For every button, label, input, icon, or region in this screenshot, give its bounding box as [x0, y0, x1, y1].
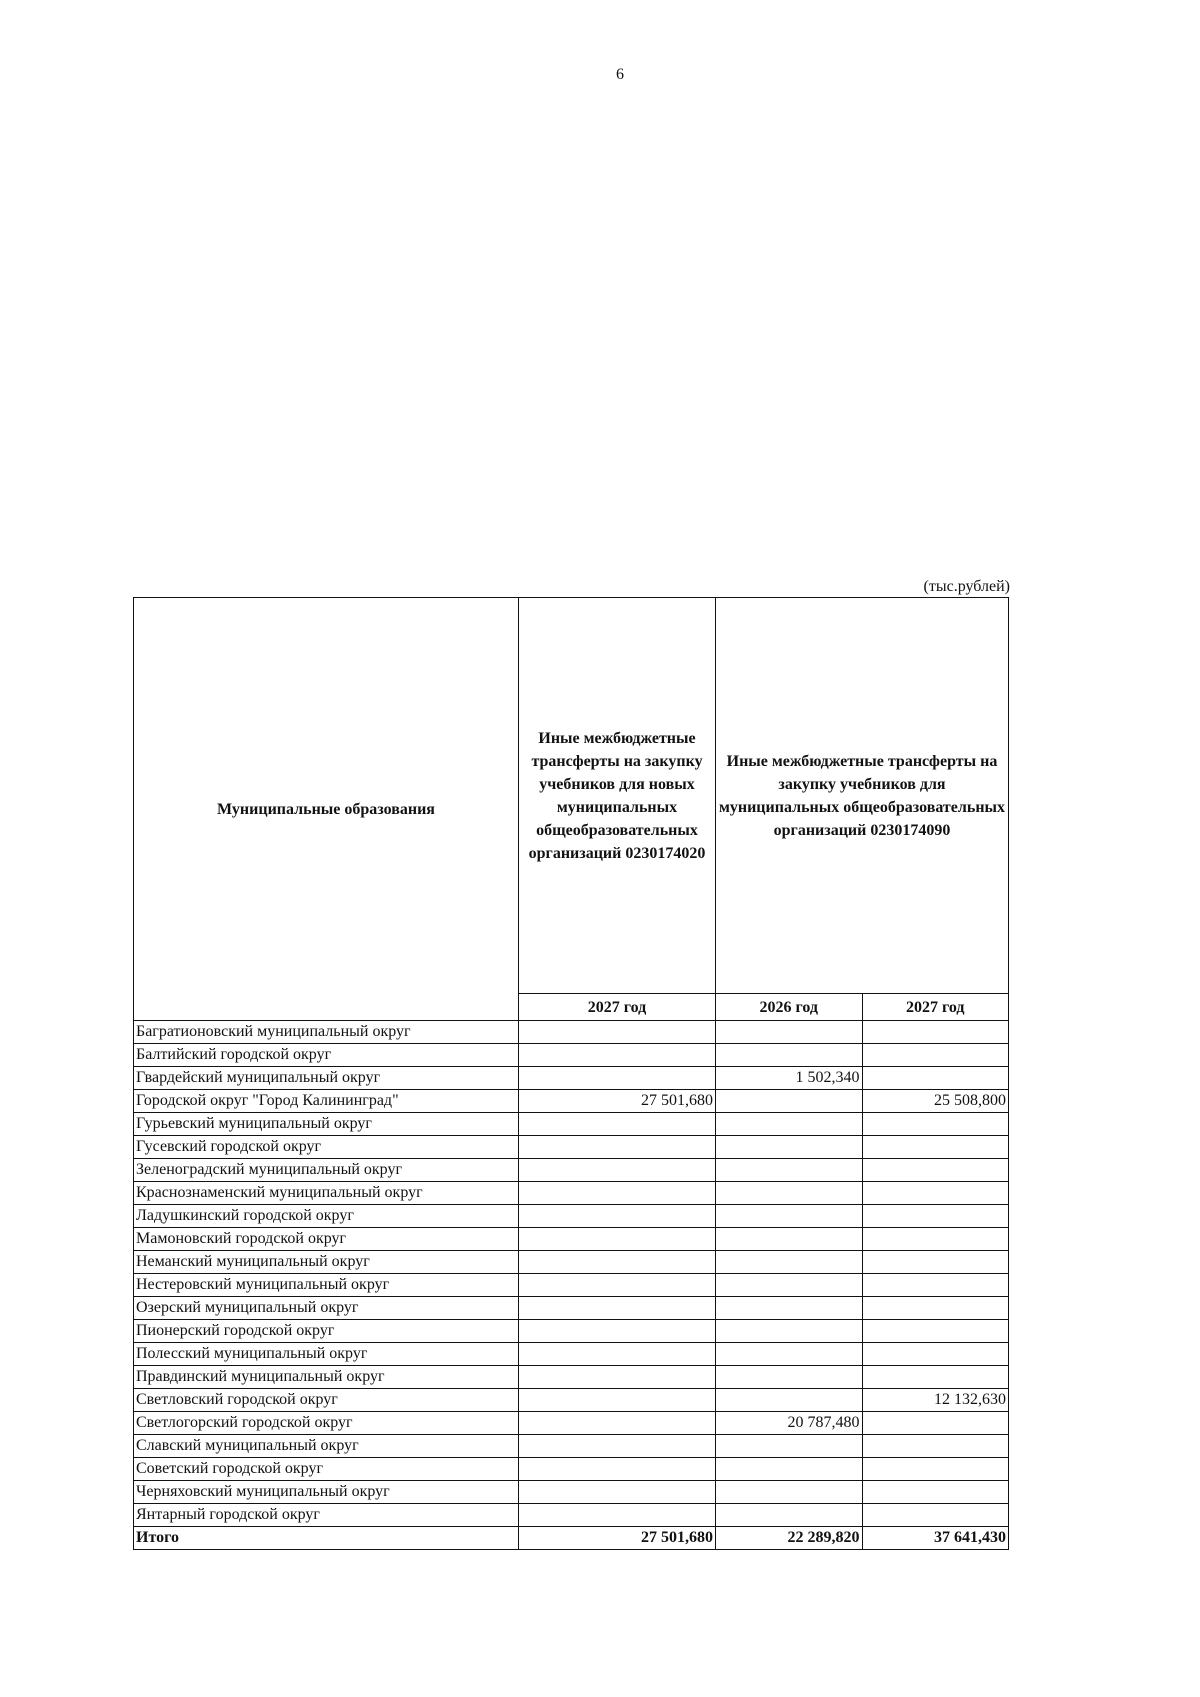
value-2027 — [862, 1412, 1009, 1435]
table-row — [134, 1481, 1009, 1504]
municipality-name: Неманский муниципальный округ — [134, 1251, 519, 1274]
value-2027: 12 132,630 — [862, 1389, 1009, 1412]
table-body — [134, 1021, 1009, 1550]
total-2027: 37 641,430 — [862, 1527, 1009, 1550]
value-2027-new-orgs — [519, 1228, 716, 1251]
value-2027-new-orgs — [519, 1297, 716, 1320]
table-row — [134, 1182, 1009, 1205]
value-2027-new-orgs — [519, 1320, 716, 1343]
value-2027-new-orgs — [519, 1435, 716, 1458]
table-row — [134, 1274, 1009, 1297]
value-2027-new-orgs — [519, 1182, 716, 1205]
value-2026 — [716, 1090, 863, 1113]
municipality-name: Балтийский городской округ — [134, 1044, 519, 1067]
value-2027-new-orgs — [519, 1274, 716, 1297]
municipality-name: Краснознаменский муниципальный округ — [134, 1182, 519, 1205]
value-2026 — [716, 1113, 863, 1136]
municipality-name: Гурьевский муниципальный округ — [134, 1113, 519, 1136]
value-2027-new-orgs — [519, 1021, 716, 1044]
year-header-c: 2027 год — [862, 994, 1009, 1021]
value-2026 — [716, 1320, 863, 1343]
value-2027-new-orgs — [519, 1458, 716, 1481]
value-2027-new-orgs — [519, 1481, 716, 1504]
table-row — [134, 1205, 1009, 1228]
municipality-name: Правдинский муниципальный округ — [134, 1366, 519, 1389]
table-row — [134, 1136, 1009, 1159]
value-2027-new-orgs — [519, 1159, 716, 1182]
table-row — [134, 1228, 1009, 1251]
value-2027 — [862, 1159, 1009, 1182]
municipality-name: Полесский муниципальный округ — [134, 1343, 519, 1366]
value-2027-new-orgs — [519, 1067, 716, 1090]
table-row — [134, 1504, 1009, 1527]
municipality-name: Славский муниципальный округ — [134, 1435, 519, 1458]
table-row — [134, 1366, 1009, 1389]
value-2026 — [716, 1481, 863, 1504]
municipality-name: Озерский муниципальный округ — [134, 1297, 519, 1320]
municipality-name: Светлогорский городской округ — [134, 1412, 519, 1435]
value-2026 — [716, 1136, 863, 1159]
table-row — [134, 1389, 1009, 1412]
total-label: Итого — [134, 1527, 519, 1550]
value-2027 — [862, 1067, 1009, 1090]
value-2026 — [716, 1435, 863, 1458]
value-2026 — [716, 1504, 863, 1527]
value-2027 — [862, 1366, 1009, 1389]
value-2027 — [862, 1297, 1009, 1320]
value-2027 — [862, 1504, 1009, 1527]
header-transfers-new-orgs: Иные межбюджетные трансферты на закупку учебников для новых муниципальных общеобразовательных организаций 0230174020 — [519, 598, 716, 994]
municipality-name: Янтарный городской округ — [134, 1504, 519, 1527]
municipality-name: Пионерский городской округ — [134, 1320, 519, 1343]
table-row — [134, 1067, 1009, 1090]
transfers-table — [133, 597, 1009, 1550]
value-2027 — [862, 1113, 1009, 1136]
value-2027 — [862, 1021, 1009, 1044]
municipality-name: Нестеровский муниципальный округ — [134, 1274, 519, 1297]
value-2026 — [716, 1343, 863, 1366]
value-2026 — [716, 1159, 863, 1182]
value-2027-new-orgs: 27 501,680 — [519, 1090, 716, 1113]
value-2027 — [862, 1458, 1009, 1481]
header-transfers-orgs: Иные межбюджетные трансферты на закупку учебников для муниципальных общеобразовательных организаций 0230174090 — [716, 598, 1009, 994]
value-2026: 20 787,480 — [716, 1412, 863, 1435]
value-2026 — [716, 1297, 863, 1320]
municipality-name: Черняховский муниципальный округ — [134, 1481, 519, 1504]
value-2026 — [716, 1044, 863, 1067]
value-2027-new-orgs — [519, 1504, 716, 1527]
municipality-name: Багратионовский муниципальный округ — [134, 1021, 519, 1044]
value-2026 — [716, 1021, 863, 1044]
table-header-row — [134, 598, 1009, 994]
municipality-name: Зеленоградский муниципальный округ — [134, 1159, 519, 1182]
table-row — [134, 1458, 1009, 1481]
value-2027 — [862, 1343, 1009, 1366]
total-row — [134, 1527, 1009, 1550]
total-2027-new-orgs: 27 501,680 — [519, 1527, 716, 1550]
table-row — [134, 1320, 1009, 1343]
table-row — [134, 1044, 1009, 1067]
value-2027 — [862, 1136, 1009, 1159]
header-municipalities: Муниципальные образования — [134, 598, 519, 1021]
value-2027 — [862, 1205, 1009, 1228]
table-row — [134, 1343, 1009, 1366]
municipality-name: Гвардейский муниципальный округ — [134, 1067, 519, 1090]
value-2027-new-orgs — [519, 1113, 716, 1136]
value-2026 — [716, 1274, 863, 1297]
value-2027 — [862, 1320, 1009, 1343]
value-2027: 25 508,800 — [862, 1090, 1009, 1113]
table-row — [134, 1159, 1009, 1182]
value-2026 — [716, 1458, 863, 1481]
value-2026 — [716, 1389, 863, 1412]
page-number: 6 — [616, 66, 624, 83]
value-2026: 1 502,340 — [716, 1067, 863, 1090]
value-2027 — [862, 1182, 1009, 1205]
value-2026 — [716, 1366, 863, 1389]
total-2026: 22 289,820 — [716, 1527, 863, 1550]
value-2027 — [862, 1274, 1009, 1297]
municipality-name: Ладушкинский городской округ — [134, 1205, 519, 1228]
table-row — [134, 1113, 1009, 1136]
value-2027 — [862, 1481, 1009, 1504]
table-row — [134, 1021, 1009, 1044]
table-row — [134, 1412, 1009, 1435]
value-2027-new-orgs — [519, 1136, 716, 1159]
value-2026 — [716, 1251, 863, 1274]
value-2027-new-orgs — [519, 1412, 716, 1435]
value-2026 — [716, 1182, 863, 1205]
value-2026 — [716, 1228, 863, 1251]
value-2027-new-orgs — [519, 1205, 716, 1228]
value-2027-new-orgs — [519, 1251, 716, 1274]
value-2027 — [862, 1435, 1009, 1458]
table-row — [134, 1090, 1009, 1113]
value-2027-new-orgs — [519, 1389, 716, 1412]
municipality-name: Мамоновский городской округ — [134, 1228, 519, 1251]
municipality-name: Светловский городской округ — [134, 1389, 519, 1412]
municipality-name: Гусевский городской округ — [134, 1136, 519, 1159]
value-2026 — [716, 1205, 863, 1228]
value-2027 — [862, 1251, 1009, 1274]
value-2027-new-orgs — [519, 1044, 716, 1067]
table-row — [134, 1297, 1009, 1320]
table-row — [134, 1251, 1009, 1274]
table-row — [134, 1435, 1009, 1458]
year-header-b: 2026 год — [716, 994, 863, 1021]
value-2027-new-orgs — [519, 1343, 716, 1366]
municipality-name: Городской округ "Город Калининград" — [134, 1090, 519, 1113]
units-label: (тыс.рублей) — [923, 578, 1010, 595]
value-2027 — [862, 1228, 1009, 1251]
year-header-a: 2027 год — [519, 994, 716, 1021]
value-2027 — [862, 1044, 1009, 1067]
value-2027-new-orgs — [519, 1366, 716, 1389]
municipality-name: Советский городской округ — [134, 1458, 519, 1481]
